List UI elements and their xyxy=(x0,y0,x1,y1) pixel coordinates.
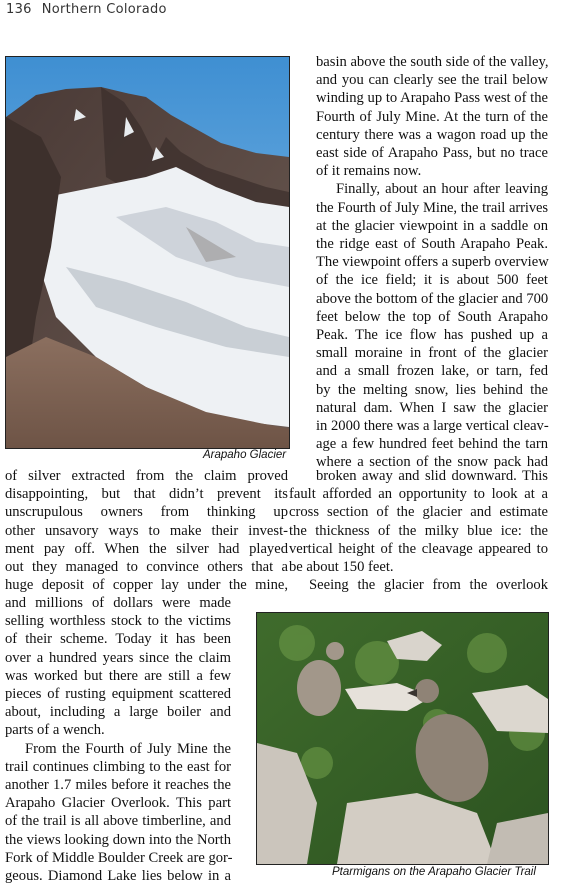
text-line: geous. Diamond Lake lies below in a xyxy=(5,868,231,885)
text-line: out they managed to convince others that a xyxy=(5,559,288,576)
text-line: Seeing the glacier from the overlook xyxy=(309,577,548,594)
ptarmigan-caption: Ptarmigans on the Arapaho Glacier Trail xyxy=(332,866,536,878)
left-column-wide xyxy=(5,467,288,594)
running-title: Northern Colorado xyxy=(41,2,167,17)
text-line: parts of a wench. xyxy=(5,722,105,739)
text-line: cross section of the glacier and estimate xyxy=(289,504,548,521)
glacier-photo xyxy=(5,56,290,449)
text-line: by the melting snow, lies behind the xyxy=(316,381,548,398)
text-line: disappointing, but that didn’t prevent its xyxy=(5,486,288,503)
text-line: the thickness of the milky blue ice: the xyxy=(289,522,548,539)
text-line: of the trail is all above timberline, and xyxy=(5,813,231,830)
text-line: of it remains now. xyxy=(316,163,422,180)
text-line: Peak. The ice flow has pushed up a xyxy=(316,327,548,344)
text-line: at the glacier viewpoint in a saddle on xyxy=(316,217,548,234)
text-line: Arapaho Glacier Overlook. This part xyxy=(5,795,231,812)
text-line: natural dam. When I saw the glacier xyxy=(316,399,548,416)
text-line: trail continues climbing to the east for xyxy=(5,758,231,775)
text-line: be about 150 feet. xyxy=(289,559,394,576)
text-line: of their scheme. Today it has been xyxy=(5,631,231,648)
left-column-narrow xyxy=(5,594,231,885)
page-number: 136 xyxy=(6,2,32,17)
text-line: basin above the south side of the valley, xyxy=(316,54,549,70)
text-line: the views looking down into the North xyxy=(5,831,231,848)
text-line: century there was a wagon road up the xyxy=(316,126,548,143)
text-line: of silver extracted from the claim proved xyxy=(5,468,288,484)
text-line: feet below the top of South Arapaho xyxy=(316,308,548,325)
text-line: From the Fourth of July Mine the xyxy=(25,740,231,757)
text-line: pieces of rusting equipment scattered xyxy=(5,686,231,703)
page-header xyxy=(6,2,167,17)
text-line: about, including a large boiler and xyxy=(5,704,231,721)
text-line: unscrupulous owners from thinking up xyxy=(5,504,288,521)
text-line: and millions of dollars were made xyxy=(5,595,231,611)
glacier-illustration xyxy=(6,57,289,448)
text-line: other unsavory ways to make their invest- xyxy=(5,522,288,539)
text-line: age a few hundred feet behind the tarn xyxy=(316,436,548,453)
text-line: in 2000 there was a large vertical cleav- xyxy=(316,418,549,435)
text-line: the Fourth of July Mine, the trail arrives xyxy=(316,199,548,216)
text-line: winding up to Arapaho Pass west of the xyxy=(316,90,548,107)
text-line: vertical height of the cleavage appeared to xyxy=(289,540,548,557)
text-line: The viewpoint offers a superb overview xyxy=(316,254,549,271)
text-line: another 1.7 miles before it reaches the xyxy=(5,777,231,794)
text-line: Finally, about an hour after leaving xyxy=(336,181,548,198)
text-line: Fourth of July Mine. At the turn of the xyxy=(316,108,548,125)
text-line: east side of Arapaho Pass, but no trace xyxy=(316,145,548,162)
text-line: was worked but there are still a few xyxy=(5,667,231,684)
text-line: broken away and slid downward. This xyxy=(316,468,548,484)
text-line: where a section of the snow pack had xyxy=(316,454,548,471)
text-line: of the ice field; it is about 500 feet xyxy=(316,272,548,289)
text-line: selling worthless stock to the victims xyxy=(5,613,231,630)
ptarmigan-photo xyxy=(256,612,549,865)
text-line: huge deposit of copper lay under the mine, xyxy=(5,577,288,594)
right-column-top xyxy=(316,53,548,472)
text-line: and a small frozen lake, or tarn, fed xyxy=(316,363,548,380)
text-line: ment pay off. When the silver had played xyxy=(5,540,288,557)
text-line: fault afforded an opportunity to look at a xyxy=(289,486,548,503)
glacier-caption: Arapaho Glacier xyxy=(203,449,287,461)
text-line: Fork of Middle Boulder Creek are gor- xyxy=(5,849,233,866)
text-line: over a hundred years since the claim xyxy=(5,649,231,666)
text-line: the ridge east of South Arapaho Peak. xyxy=(316,236,548,253)
right-column-wide xyxy=(289,467,548,594)
ptarmigan-illustration xyxy=(257,613,548,864)
text-line: and you can clearly see the trail below xyxy=(316,72,548,89)
text-line: above the bottom of the glacier and 700 xyxy=(316,290,549,307)
text-line: small moraine in front of the glacier xyxy=(316,345,548,362)
